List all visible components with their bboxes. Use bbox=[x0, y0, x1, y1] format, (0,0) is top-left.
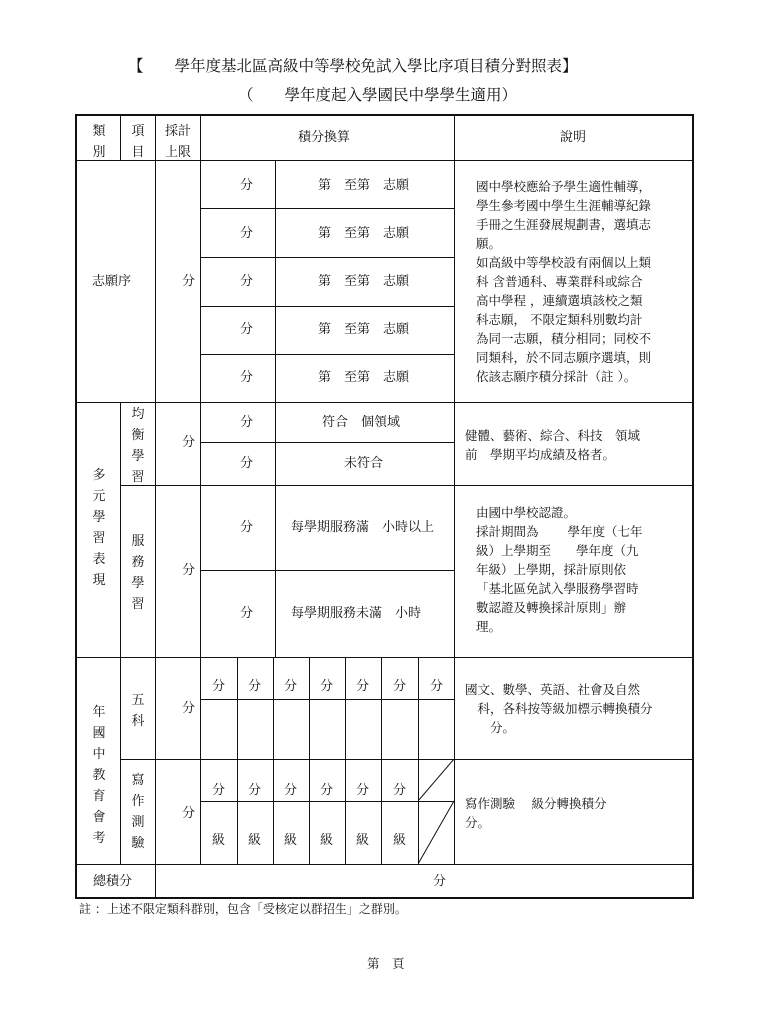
choice-desc: 第 至第 志願 bbox=[318, 226, 410, 241]
service-item: 服 務 學 習 bbox=[131, 534, 145, 612]
header-cap: 採計 上限 bbox=[164, 124, 191, 160]
choice-category: 志願序 bbox=[92, 274, 132, 289]
choice-desc: 第 至第 志願 bbox=[318, 178, 410, 193]
balanced-cap: 分 bbox=[182, 435, 196, 450]
page-title: 【 學年度基北區高級中等學校免試入學比序項目積分對照表】 bbox=[128, 57, 578, 75]
header-explain: 說明 bbox=[560, 130, 587, 145]
exam-category: 年 國 中 教 育 會 考 bbox=[92, 705, 106, 846]
total-label: 總積分 bbox=[93, 874, 133, 889]
choice-score: 分 bbox=[240, 178, 254, 193]
writing-item: 寫 作 測 驗 bbox=[131, 773, 145, 851]
footnote: 註 ：上述不限定類科群別，包含「受核定以群招生」之群別。 bbox=[79, 902, 407, 916]
service-desc: 每學期服務滿 小時以上 bbox=[291, 520, 435, 535]
service-score: 分 bbox=[240, 606, 254, 621]
header-category: 類 別 bbox=[92, 124, 106, 160]
choice-cap: 分 bbox=[182, 274, 196, 289]
header-conversion: 積分換算 bbox=[298, 130, 351, 145]
balanced-desc: 符合 個領域 bbox=[322, 415, 401, 430]
choice-score: 分 bbox=[240, 370, 254, 385]
service-desc: 每學期服務未滿 小時 bbox=[291, 606, 422, 621]
choice-score: 分 bbox=[240, 226, 254, 241]
balanced-score: 分 bbox=[240, 415, 254, 430]
choice-desc: 第 至第 志願 bbox=[318, 322, 410, 337]
balanced-desc: 未符合 bbox=[344, 456, 384, 471]
diverse-category: 多 元 學 習 表 現 bbox=[92, 468, 106, 588]
choice-score: 分 bbox=[240, 322, 254, 337]
choice-desc: 第 至第 志願 bbox=[318, 274, 410, 289]
diagonal-slash bbox=[418, 759, 455, 865]
choice-desc: 第 至第 志願 bbox=[318, 370, 410, 385]
total-value: 分 bbox=[433, 874, 447, 889]
writing-cap: 分 bbox=[182, 806, 196, 821]
service-cap: 分 bbox=[182, 563, 196, 578]
page-number: 第 頁 bbox=[367, 956, 405, 971]
balanced-item: 均 衡 學 習 bbox=[131, 407, 145, 485]
five-subjects-cap: 分 bbox=[182, 701, 196, 716]
choice-score: 分 bbox=[240, 274, 254, 289]
header-item: 項 目 bbox=[131, 124, 145, 160]
balanced-score: 分 bbox=[240, 456, 254, 471]
service-score: 分 bbox=[240, 520, 254, 535]
five-subjects-item: 五 科 bbox=[131, 693, 145, 729]
page-subtitle: （ 學年度起入學國民中學學生適用） bbox=[238, 86, 518, 104]
